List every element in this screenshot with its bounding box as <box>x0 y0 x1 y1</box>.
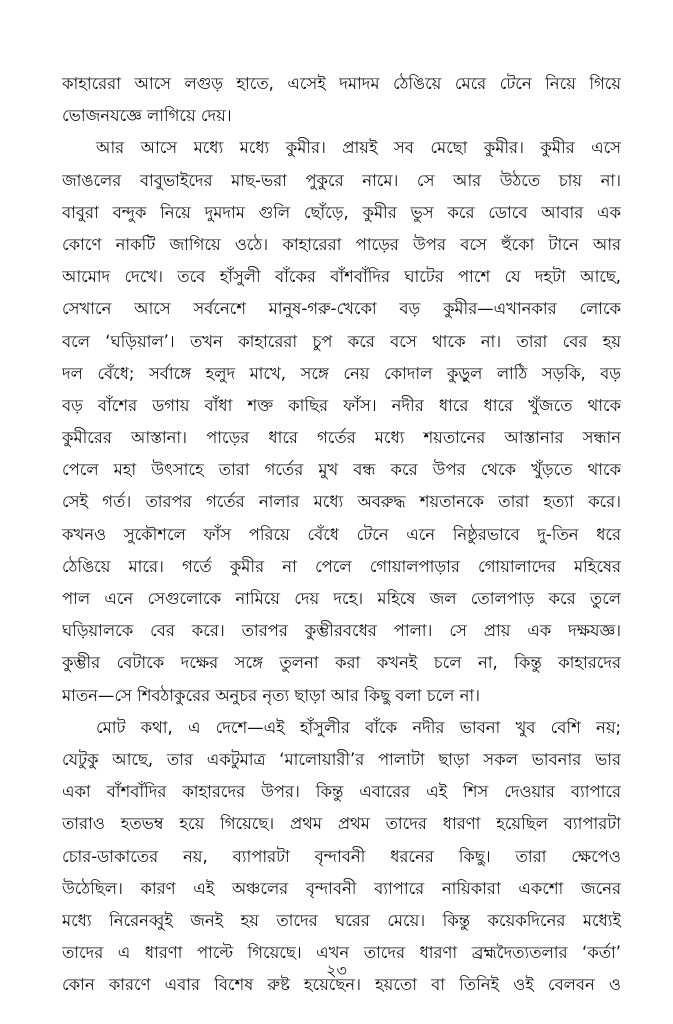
text-line: সেই গর্ত। তারপর গর্তের নালার মধ্যে অবরুদ্ধ শয়তানকে তারা হত্যা করে। <box>62 492 621 512</box>
text-line: একা বাঁশবাঁদির কাহারদের উপর। কিন্তু এবারের এই শিস দেওয়ার ব্যাপারে <box>62 782 621 802</box>
text-line: উঠেছিল। কারণ এই অঞ্চলের বৃন্দাবনী ব্যাপারে নায়িকারা একশো জনের <box>62 878 621 898</box>
text-line: চোর-ডাকাতের নয়, ব্যাপারটা বৃন্দাবনী ধরনের কিছু। তারা ক্ষেপেও <box>62 846 621 866</box>
text-line: আমোদ দেখে। তবে হাঁসুলী বাঁকের বাঁশবাঁদির ঘাটের পাশে যে দহটা আছে, <box>62 267 621 287</box>
text-line: মাতন—সে শিবঠাকুরের অনুচর নৃত্য ছাড়া আর কিছু বলা চলে না। <box>62 685 480 705</box>
text-line: বড় বাঁশের ডগায় বাঁধা শক্ত কাছির ফাঁস। নদীর ধারে ধারে খুঁজতে থাকে <box>62 395 621 415</box>
text-line: দল বেঁধে; সর্বাঙ্গে হলুদ মাখে, সঙ্গে নেয় কোদাল কুড়ুল লাঠি সড়কি, বড় <box>62 363 621 383</box>
text-line: ঠেঙিয়ে মারে। গর্তে কুমীর না পেলে গোয়ালপাড়ার গোয়ালাদের মহিষের <box>62 556 621 576</box>
text-line: বলে ‘ঘড়িয়াল’। তখন কাহারেরা চুপ করে বসে থাকে না। তারা বের হয় <box>62 331 621 351</box>
text-line: ভোজনযজ্ঞে লাগিয়ে দেয়। <box>62 106 232 126</box>
text-line: কোণে নাকটি জাগিয়ে ওঠে। কাহারেরা পাড়ের উপর বসে হুঁকো টানে আর <box>62 234 621 254</box>
text-line: মধ্যে নিরেনব্বুই জনই হয় তাদের ঘরের মেয়ে। কিন্তু কয়েকদিনের মধ্যেই <box>62 910 621 930</box>
text-line: ঘড়িয়ালকে বের করে। তারপর কুম্ভীরবধের পালা। সে প্রায় এক দক্ষযজ্ঞ। <box>62 621 621 641</box>
text-line: সেখানে আসে সর্বনেশে মানুষ-গরু-খেকো বড় কুমীর—এখানকার লোকে <box>62 299 621 319</box>
text-line-paragraph-start: মোট কথা, এ দেশে—এই হাঁসুলীর বাঁকে নদীর ভাবনা খুব বেশি নয়; <box>96 717 621 737</box>
text-line: তারাও হতভম্ব হয়ে গিয়েছে। প্রথম প্রথম তাদের ধারণা হয়েছিল ব্যাপারটা <box>62 814 621 834</box>
text-line: পেলে মহা উৎসাহে তারা গর্তের মুখ বন্ধ করে উপর থেকে খুঁড়তে থাকে <box>62 460 621 480</box>
text-line: কুমীরের আস্তানা। পাড়ের ধারে গর্তের মধ্যে শয়তানের আস্তানার সন্ধান <box>62 428 621 448</box>
text-line: কখনও সুকৌশলে ফাঁস পরিয়ে বেঁধে টেনে এনে নিষ্ঠুরভাবে দু-তিন ধরে <box>62 524 621 544</box>
text-line-paragraph-start: আর আসে মধ্যে মধ্যে কুমীর। প্রায়ই সব মেছো কুমীর। কুমীর এসে <box>96 138 621 158</box>
text-line: কোন কারণে এবার বিশেষ রুষ্ট হয়েছেন। হয়তো বা তিনিই ওই বেলবন ও <box>62 975 621 995</box>
text-line: তাদের এ ধারণা পাল্টে গিয়েছে। এখন তাদের ধারণা ব্রহ্মদৈত্যতলার ‘কর্তা’ <box>62 943 621 963</box>
text-line: কুম্ভীর বেটাকে দক্ষের সঙ্গে তুলনা করা কখনই চলে না, কিন্তু কাহারদের <box>62 653 621 673</box>
text-line: কাহারেরা আসে লগুড় হাতে, এসেই দমাদম ঠেঙিয়ে মেরে টেনে নিয়ে গিয়ে <box>62 74 621 93</box>
text-line: বাবুরা বন্দুক নিয়ে দুমদাম গুলি ছোঁড়ে, কুমীর ভুস করে ডোবে আবার এক <box>62 202 621 222</box>
page-number: ২৩ <box>326 961 347 980</box>
text-line: জাঙলের বাবুভাইদের মাছ-ভরা পুকুরে নামে। সে আর উঠতে চায় না। <box>62 170 621 190</box>
text-line: পাল এনে সেগুলোকে নামিয়ে দেয় দহে। মহিষে জল তোলপাড় করে তুলে <box>62 589 621 608</box>
text-line: যেটুকু আছে, তার একটুমাত্র ‘মালোয়ারী’র পালাটা ছাড়া সকল ভাবনার ভার <box>62 749 621 769</box>
